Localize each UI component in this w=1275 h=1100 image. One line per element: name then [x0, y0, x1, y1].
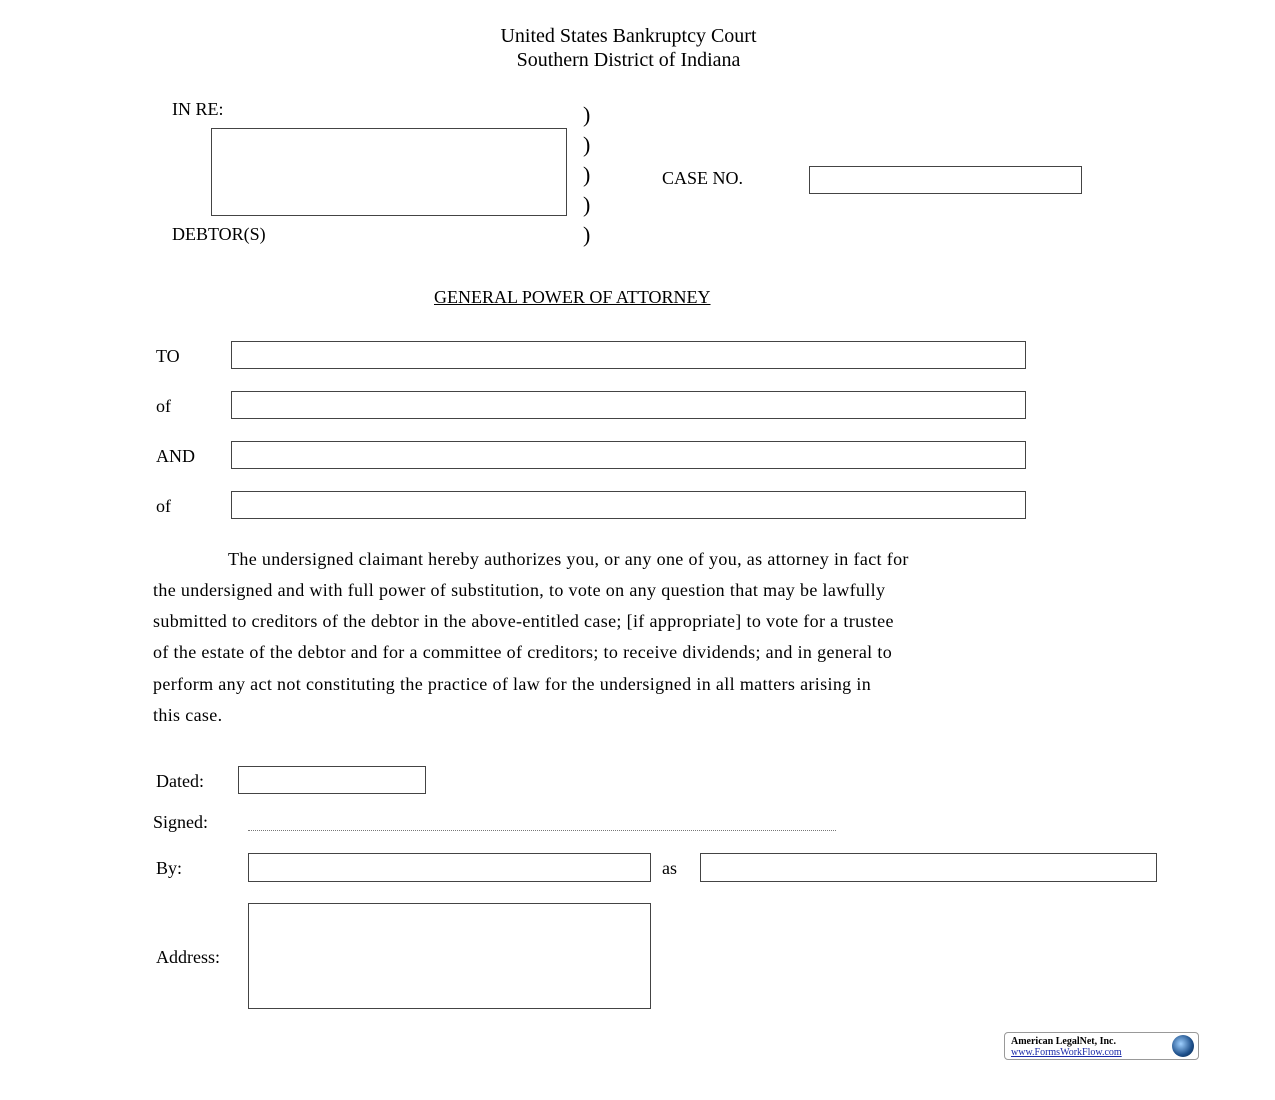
case-no-field[interactable]	[809, 166, 1082, 194]
district-name: Southern District of Indiana	[516, 49, 741, 71]
address-field[interactable]	[248, 903, 651, 1009]
debtor-name-field[interactable]	[211, 128, 567, 216]
party-label: AND	[156, 446, 195, 466]
logo-name: American LegalNet, Inc.	[1011, 1036, 1116, 1047]
party-field[interactable]	[231, 491, 1026, 519]
party-label: TO	[156, 346, 180, 366]
party-label: of	[156, 496, 171, 516]
logo-link[interactable]: www.FormsWorkFlow.com	[1011, 1047, 1122, 1058]
signature-line[interactable]	[248, 830, 836, 831]
as-field[interactable]	[700, 853, 1157, 882]
caption-paren: )	[583, 132, 591, 157]
caption-paren: )	[583, 162, 591, 187]
in-re-label: IN RE:	[172, 99, 224, 119]
body-line: this case.	[153, 705, 223, 725]
case-no-label: CASE NO.	[662, 168, 744, 188]
party-label: of	[156, 396, 171, 416]
body-line: perform any act not constituting the practice of law for the undersigned in all matters arising in	[153, 674, 872, 694]
body-line: The undersigned claimant hereby authorizes you, or any one of you, as attorney in fact for	[228, 549, 909, 569]
caption-paren: )	[583, 222, 591, 247]
caption-paren: )	[583, 192, 591, 217]
as-label: as	[662, 858, 677, 878]
party-field[interactable]	[231, 441, 1026, 469]
body-line: submitted to creditors of the debtor in the above-entitled case; [if appropriate] to vote for a trustee	[153, 611, 894, 631]
party-field[interactable]	[231, 391, 1026, 419]
form-title: GENERAL POWER OF ATTORNEY	[434, 287, 711, 307]
signed-label: Signed:	[153, 812, 209, 832]
dated-field[interactable]	[238, 766, 426, 794]
address-label: Address:	[156, 947, 220, 967]
caption-paren: )	[583, 102, 591, 127]
court-name: United States Bankruptcy Court	[500, 25, 757, 47]
american-legalnet-logo[interactable]	[1004, 1032, 1199, 1060]
by-label: By:	[156, 858, 183, 878]
party-field[interactable]	[231, 341, 1026, 369]
by-field[interactable]	[248, 853, 651, 882]
body-line: the undersigned and with full power of substitution, to vote on any question that may be lawfully	[153, 580, 886, 600]
globe-icon	[1172, 1035, 1194, 1057]
dated-label: Dated:	[156, 771, 204, 791]
body-line: of the estate of the debtor and for a committee of creditors; to receive dividends; and in general to	[153, 642, 893, 662]
debtors-label: DEBTOR(S)	[172, 224, 266, 244]
